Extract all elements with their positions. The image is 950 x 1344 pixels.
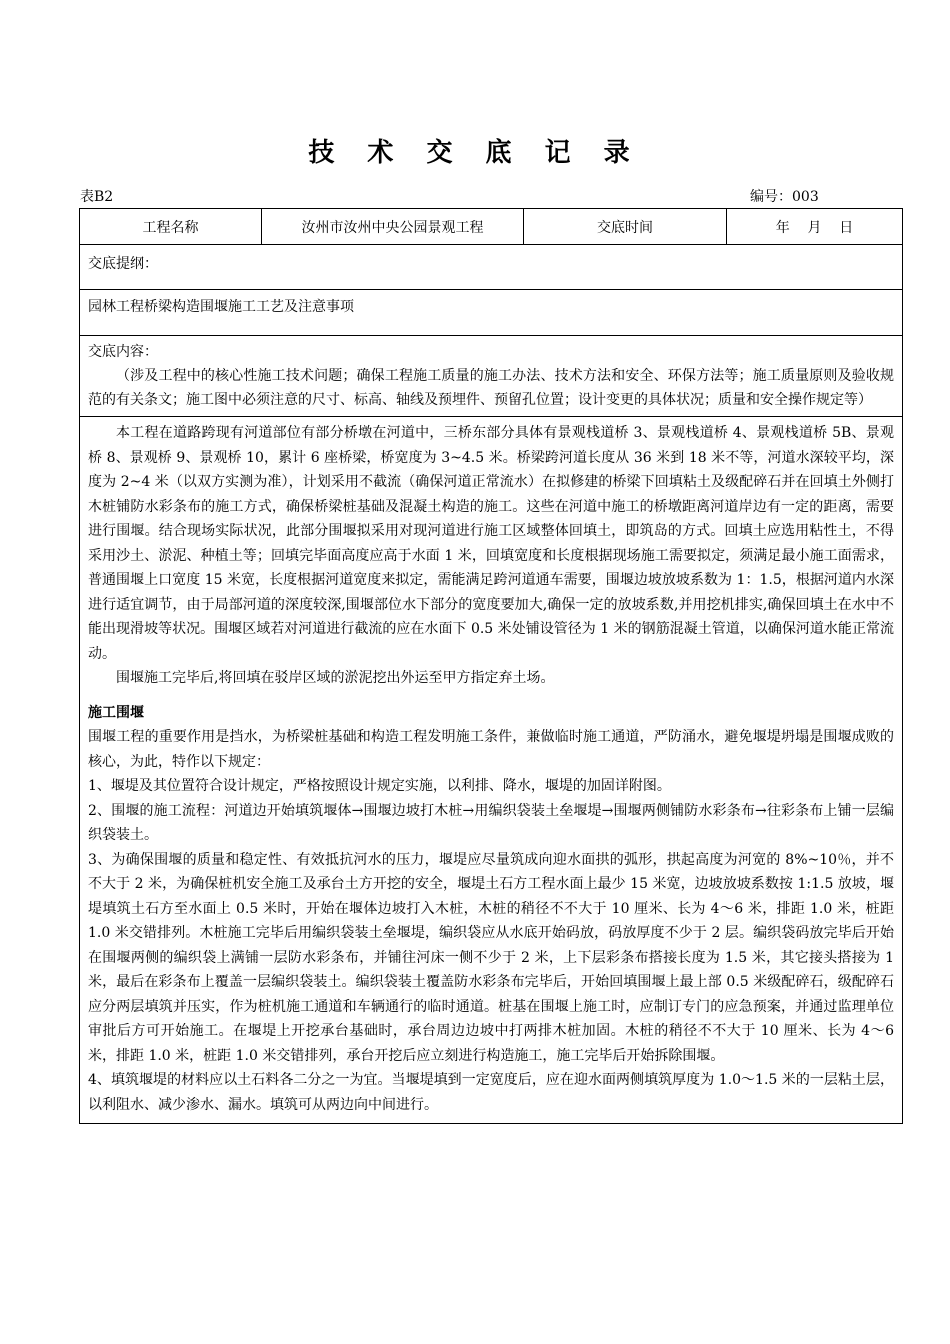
project-name-value: 汝州市汝州中央公园景观工程 xyxy=(262,209,524,244)
main-content xyxy=(79,417,903,1124)
section-title: 施工围堰 xyxy=(88,704,144,721)
document-title: 技 术 交 底 记 录 xyxy=(308,138,642,168)
project-name-label: 工程名称 xyxy=(80,209,262,244)
header-row xyxy=(79,208,903,245)
summary-text: 园林工程桥梁构造围堰施工工艺及注意事项 xyxy=(79,290,903,336)
body-paragraph-3: 围堰工程的重要作用是挡水，为桥梁桩基础和构造工程发明施工条件，兼做临时施工通道，严防涌水，避免堰堤坍塌是围堰成败的核心，为此，特作以下规定： xyxy=(88,729,894,770)
record-table xyxy=(79,208,903,1124)
list-item-2: 2、围堰的施工流程：河道边开始填筑堰体→围堰边坡打木桩→用编织袋装土垒堰堤→围堰两侧铺防水彩条布→往彩条布上铺一层编织袋装土。 xyxy=(88,802,894,843)
body-paragraph-1: 本工程在道路跨现有河道部位有部分桥墩在河道中，三桥东部分具体有景观栈道桥 3、景观栈道桥 4、景观栈道桥 5B、景观桥 8、景观桥 9、景观桥 10，累计 6 座桥梁，桥宽度为 3~4.5 米。桥梁跨河道长度从 36 米到 18 米不等，河道水深较平均，深度为 2~4 米（以双方实测为准），计划采用不截流（确保河道正常流水）在拟修建的桥梁下回填粘土及级配碎石并在回填土外侧打木桩铺防水彩条布的施工方式，确保桥梁桩基础及混凝土构造的施工。这些在河道中施工的桥墩距离河道岸边有一定的距离，需要进行围堰。结合现场实际状况，此部分围堰拟采用对现河道进行施工区域整体回填土，即筑岛的方式。回填土应选用粘性土，不得采用沙土、淤泥、种植土等；回填完毕面高度应高于水面 1 米，回填宽度和长度根据现场施工需要拟定，须满足最小施工面需求，普通围堰上口宽度 15 米宽，长度根据河道宽度来拟定，需能满足跨河道通车需要，围堰边坡放坡系数为 1：1.5，根据河道内水深进行适宜调节，由于局部河道的深度较深,围堰部位水下部分的宽度要加大,确保一定的放坡系数,并用挖机排实,确保回填土在水中不能出现滑坡等状况。围堰区域若对河道进行截流的应在水面下 0.5 米处铺设管径为 1 米的钢筋混凝土管道，以确保河道水能正常流动。 xyxy=(88,425,894,662)
summary-label: 交底提纲： xyxy=(79,245,903,290)
list-item-1: 1、堰堤及其位置符合设计规定，严格按照设计规定实施，以利排、降水，堰堤的加固详附图。 xyxy=(88,778,671,794)
disclosure-time-value: 年 月 日 xyxy=(775,219,854,236)
body-paragraph-2: 围堰施工完毕后,将回填在驳岸区域的淤泥挖出外运至甲方指定弃土场。 xyxy=(116,670,555,686)
form-code: 表B2 xyxy=(80,189,114,205)
document-number: 编号：003 xyxy=(750,189,819,205)
content-label: 交底内容： xyxy=(88,344,158,360)
list-item-3: 3、为确保围堰的质量和稳定性、有效抵抗河水的压力，堰堤应尽量筑成向迎水面拱的弧形，拱起高度为河宽的 8%~10％，并不不大于 2 米，为确保桩机安全施工及承台土方开挖的安全，堰堤土石方工程水面上最少 15 米宽，边坡放坡系数按 1:1.5 放坡，堰堤填筑土石方至水面上 0.5 米时，开始在堰体边坡打入木桩，木桩的稍径不不大于 10 厘米、长为 4～6 米，排距 1.0 米，桩距 1.0 米交错排列。木桩施工完毕后用编织袋装土垒堰堤，编织袋应从水底开始码放，码放厚度不少于 2 层。编织袋码放完毕后开始在围堰两侧的编织袋上满铺一层防水彩条布，并铺往河床一侧不少于 2 米，上下层彩条布搭接长度为 1.5 米，其它接头搭接为 1 米，最后在彩条布上覆盖一层编织袋装土。编织袋装土覆盖防水彩条布完毕后，开始回填围堰上最上部 0.5 米级配碎石，级配碎石应分两层填筑并压实，作为桩机施工通道和车辆通行的临时通道。桩基在围堰上施工时，应制订专门的应急预案，并通过监理单位审批后方可开始施工。在堰堤上开挖承台基础时，承台周边边坡中打两排木桩加固。木桩的稍径不不大于 10 厘米、长为 4～6 米，排距 1.0 米，桩距 1.0 米交错排列，承台开挖后应立刻进行构造施工，施工完毕后开始拆除围堰。 xyxy=(88,851,894,1064)
list-item-4: 4、填筑堰堤的材料应以土石料各二分之一为宜。当堰堤填到一定宽度后，应在迎水面两侧填筑厚度为 1.0～1.5 米的一层粘土层，以利阻水、减少渗水、漏水。填筑可从两边向中间进行。 xyxy=(88,1072,894,1113)
content-note: （涉及工程中的核心性施工技术问题；确保工程施工质量的施工办法、技术方法和安全、环保方法等；施工质量原则及验收规范的有关条文；施工图中必须注意的尺寸、标高、轴线及预埋件、预留孔位置；设计变更的具体状况；质量和安全操作规定等） xyxy=(88,368,894,408)
disclosure-time-label: 交底时间 xyxy=(524,209,727,244)
content-intro xyxy=(79,336,903,417)
